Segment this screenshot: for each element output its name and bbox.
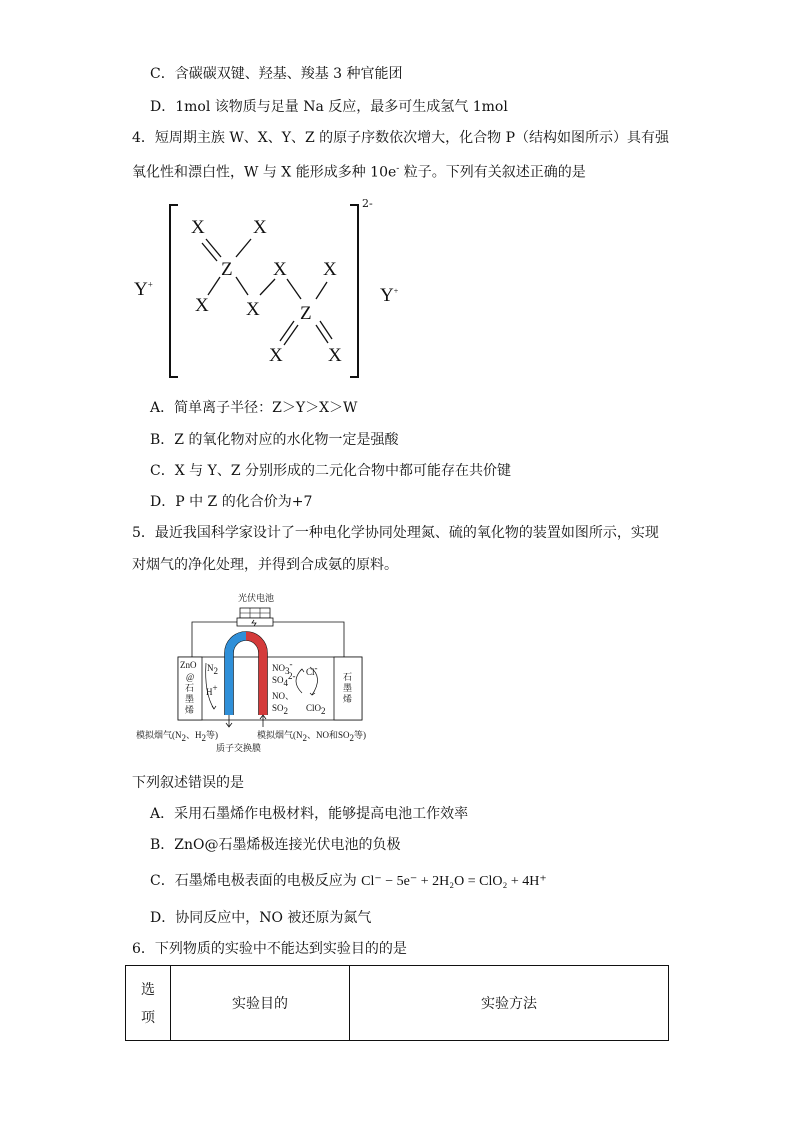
anion-charge: 2-	[362, 197, 373, 210]
solar-cell-label: 光伏电池	[238, 593, 275, 603]
atom-x: X	[195, 295, 209, 316]
atom-x: X	[191, 217, 205, 238]
atom-z: Z	[300, 303, 312, 324]
left-electrode-label: @	[186, 672, 195, 682]
species-no3-sup: -	[289, 659, 293, 669]
species-so4-sup: 2-	[288, 671, 296, 681]
q4-option-a: A．简单离子半径：Z＞Y＞X＞W	[150, 400, 358, 416]
q4-stem-line2-pre: 氧化性和漂白性，W 与 X 能形成多种 10e	[132, 164, 397, 181]
cation-charge: +	[147, 279, 153, 290]
species-n2-symbol: N	[207, 663, 214, 673]
right-gas-text: 等)	[354, 730, 367, 740]
species-so4-sub: 4	[283, 677, 289, 688]
q5-stem-line2: 对烟气的净化处理，并得到合成氨的原料。	[132, 557, 398, 573]
atom-x: X	[246, 299, 260, 320]
table-header-option	[126, 966, 171, 1041]
left-gas-text: 、H	[186, 730, 202, 740]
q4-stem-line2-post: 粒子。下列有关叙述正确的是	[399, 164, 586, 181]
q4-option-c: C．X 与 Y、Z 分别形成的二元化合物中都可能存在共价键	[150, 463, 511, 479]
atom-x: X	[253, 217, 267, 238]
species-clo2-sub: 2	[321, 705, 326, 716]
species-so2-sub: 2	[283, 705, 289, 716]
species-cl-minus	[306, 663, 318, 678]
q4-stem-line2	[132, 159, 586, 183]
q4-option-b: B．Z 的氧化物对应的水化物一定是强酸	[150, 432, 399, 448]
q4-structure-figure	[130, 195, 420, 385]
left-gas-label	[136, 730, 218, 744]
species-h-plus	[206, 683, 218, 698]
q3-option-c: C．含碳碳双键、羟基、羧基 3 种官能团	[150, 66, 403, 82]
q5-option-c	[150, 871, 547, 892]
left-gas-sub: 2	[201, 732, 206, 743]
species-clo2-symbol: ClO	[306, 703, 322, 713]
species-no3-symbol: NO	[272, 663, 285, 673]
left-gas-sub: 2	[181, 732, 186, 743]
table-header-row	[126, 966, 669, 1041]
left-electrode-label: 石	[185, 683, 195, 693]
species-n2	[207, 663, 218, 677]
q4-stem-line1: 4．短周期主族 W、X、Y、Z 的原子序数依次增大，化合物 P（结构如图所示）具有强	[132, 130, 670, 146]
q5-electrolysis-figure	[134, 585, 404, 760]
q5-prompt: 下列叙述错误的是	[132, 775, 244, 791]
right-electrode-label: 墨	[343, 683, 353, 693]
right-gas-label	[257, 730, 366, 744]
atom-x: X	[323, 259, 337, 280]
right-gas-sub: 2	[302, 732, 307, 743]
table-header-method: 实验方法	[350, 966, 669, 1041]
species-so2	[272, 703, 288, 717]
atom-x: X	[273, 259, 287, 280]
species-so4	[272, 671, 296, 689]
left-gas-text: 模拟烟气(N	[136, 730, 182, 740]
q4-option-d: D．P 中 Z 的化合价为+7	[150, 494, 313, 510]
species-cl-symbol: Cl	[306, 667, 315, 677]
left-electrode-label: ZnO	[180, 660, 197, 670]
q6-table	[125, 965, 669, 1041]
cation-charge: +	[393, 286, 399, 296]
left-gas-text: 等)	[206, 730, 218, 740]
atom-x: X	[328, 345, 342, 366]
right-gas-text: 、NO和SO	[307, 730, 350, 740]
header-option-line2: 项	[141, 1010, 155, 1026]
right-electrode-label: 石	[343, 672, 353, 682]
q3-option-d: D．1mol 该物质与足量 Na 反应，最多可生成氢气 1mol	[150, 99, 508, 115]
cation-left	[134, 279, 153, 301]
left-electrode-label: 烯	[185, 705, 195, 715]
species-so4-symbol: SO	[272, 675, 284, 685]
species-no: NO、	[272, 691, 294, 701]
membrane-label: 质子交换膜	[216, 743, 262, 753]
atom-z: Z	[221, 259, 233, 280]
q5-option-d: D．协同反应中，NO 被还原为氮气	[150, 910, 372, 926]
species-cl-sup: -	[314, 663, 318, 673]
species-clo2	[306, 703, 326, 717]
q5-option-c-text: C．石墨烯电极表面的电极反应为	[150, 873, 357, 889]
cation-symbol: Y	[380, 285, 394, 306]
q6-stem: 6．下列物质的实验中不能达到实验目的的是	[132, 941, 407, 957]
header-option-line1: 选	[141, 982, 155, 998]
species-h-symbol: H	[206, 687, 213, 697]
q4-stem-line2-sup: -	[396, 164, 400, 174]
q5-option-b: B．ZnO@石墨烯极连接光伏电池的负极	[150, 837, 401, 853]
right-electrode-label: 烯	[343, 694, 353, 704]
cation-symbol: Y	[134, 279, 148, 300]
q5-stem-line1: 5．最近我国科学家设计了一种电化学协同处理氮、硫的氧化物的装置如图所示，实现	[132, 525, 659, 541]
species-no3-sub: 3	[285, 665, 290, 676]
q5-option-c-equation: Cl⁻ − 5e⁻ + 2H₂O = ClO₂ + 4H⁺	[361, 874, 547, 889]
left-electrode-label: 墨	[185, 694, 195, 704]
table-header-purpose: 实验目的	[171, 966, 350, 1041]
atom-x: X	[269, 345, 283, 366]
right-gas-text: 模拟烟气(N	[257, 730, 303, 740]
cation-right	[380, 285, 398, 307]
right-gas-sub: 2	[349, 732, 355, 743]
species-h-sup: +	[212, 683, 218, 693]
species-so2-symbol: SO	[272, 703, 284, 713]
q5-option-a: A．采用石墨烯作电极材料，能够提高电池工作效率	[150, 806, 469, 822]
species-n2-sub: 2	[213, 665, 218, 676]
